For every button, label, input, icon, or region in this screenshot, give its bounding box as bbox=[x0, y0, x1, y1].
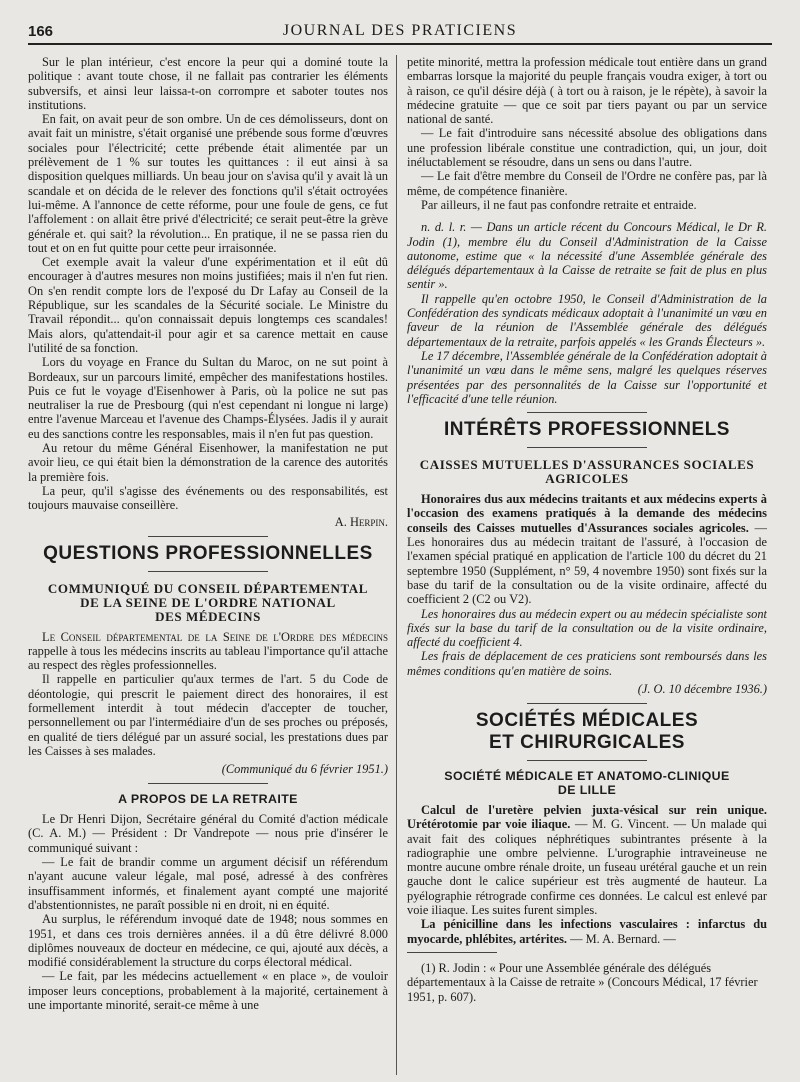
communique-date: (Communiqué du 6 février 1951.) bbox=[221, 762, 388, 777]
journal-title: JOURNAL DES PRATICIENS bbox=[282, 22, 518, 39]
paragraph: La peur, qu'il s'agisse des événements ou des responsabilités, est toujours mauvaise conseillère. bbox=[28, 483, 388, 513]
paragraph: La pénicilline dans les infections vasculaires : infarctus du myocarde, phlébites, artérites. — M. A. Bernard. — bbox=[407, 917, 767, 946]
paragraph: Les frais de déplacement de ces praticiens sont remboursés dans les mêmes conditions qu'en matière de soins. bbox=[407, 649, 767, 678]
paragraph: Le Conseil départemental de la Seine de l'Ordre des médecins rappelle à tous les médecins inscrits au tableau l'importance qu'il attache au respect des règles professionnelles. bbox=[28, 629, 388, 673]
section-divider bbox=[527, 412, 647, 413]
article-title: COMMUNIQUÉ DU CONSEIL DÉPARTEMENTAL DE LA SEINE DE L'ORDRE NATIONAL DES MÉDECINS bbox=[47, 580, 369, 624]
footnote-divider bbox=[407, 952, 497, 953]
paragraph: — Le fait, par les médecins actuellement « en place », de vouloir imposer leurs conceptions, probablement à la majorité, certainement à une importante minorité, serait-ce même à une bbox=[28, 969, 388, 1013]
paragraph: Sur le plan intérieur, c'est encore la peur qui a dominé toute la politique : avant toute chose, il ne fallait pas contrarier les éléments subversifs, et ainsi leur laissa-t-on corrompre et saboter toutes nos institutions. bbox=[28, 55, 388, 112]
section-divider bbox=[527, 447, 647, 448]
left-column bbox=[28, 55, 396, 1075]
section-divider bbox=[527, 760, 647, 761]
paragraph: Au retour du même Général Eisenhower, la manifestation ne put avoir lieu, ce qui était bien la démonstration de la carence des autorités la première fois. bbox=[28, 441, 388, 484]
section-divider bbox=[527, 703, 647, 704]
source-date: (J. O. 10 décembre 1936.) bbox=[637, 681, 767, 696]
paragraph: Calcul de l'uretère pelvien juxta-vésical sur rein unique. Urétérotomie par voie iliaque. — M. G. Vincent. — Un malade qui avait fait des coliques néphrétiques subintrantes présente à la radiographie une ombre pelvienne. L'urographie intraveineuse ne montre aucune ombre rénale droite, un fuseau urétéral gauche et un rein gauche dont le calice supérieur est très augmenté de hauteur. La pyélographie rétrograde confirme ces données. Le calcul est enlevé par voie iliaque. Les suites furent simples. bbox=[407, 802, 767, 918]
section-divider bbox=[148, 536, 268, 537]
editor-note: Le 17 décembre, l'Assemblée générale de la Confédération adoptait à l'unanimité un vœu dans le même sens, malgré les quelques réserves présentées par des personnalités de la Caisse sur l'opportunité et l'efficacité d'une telle réunion. bbox=[407, 348, 767, 406]
page-number: 166 bbox=[28, 23, 54, 40]
editor-note: Il rappelle qu'en octobre 1950, le Conseil d'Administration de la Confédération des syndicats médicaux adoptait à l'unanimité un vœu en faveur de la réunion de l'Assemblée générale des délégués départementaux de la retraite, parfois appelés « les Grands Électeurs ». bbox=[407, 291, 767, 349]
section-divider bbox=[148, 571, 268, 572]
paragraph: Il rappelle en particulier qu'aux termes de l'art. 5 du Code de déontologie, qui prescrit le paiement direct des honoraires, il est formellement interdit à tout médecin d'accepter de toucher, personnellement ou par l'intermédiaire d'un de ses proches ou préposés, en qualité de tiers délégué par un assuré social, les prestations dues par les Caisses à ses malades. bbox=[28, 672, 388, 758]
author-signature: A. Herpin. bbox=[334, 514, 388, 529]
section-title: SOCIÉTÉS MÉDICALES ET CHIRURGICALES bbox=[475, 709, 699, 753]
paragraph: — Le fait d'introduire sans nécessité absolue des obligations dans une profession libérale constitue une contradiction, qui, un jour, doit inéluctablement se résoudre, dans un sens ou dans l'autre. bbox=[407, 126, 767, 170]
section-title: QUESTIONS PROFESSIONNELLES bbox=[43, 542, 373, 564]
paragraph: Le Dr Henri Dijon, Secrétaire général du Comité d'action médicale (C. A. M.) — Président : Dr Vandrepote — nous prie d'insérer le communiqué suivant : bbox=[28, 812, 388, 855]
paragraph: petite minorité, mettra la profession médicale tout entière dans un grand embarras lorsque la majorité du peuple français voudra exiger, à tort ou à raison, ce qu'il désire déjà ( à tort ou à raison, je le répète), à savoir la médecine gratuite — que ce soit par tiers payant ou par un service national de santé. bbox=[407, 55, 767, 127]
page-header bbox=[28, 14, 772, 45]
section-divider bbox=[148, 783, 268, 784]
paragraph: Cet exemple avait la valeur d'une expérimentation et il eût dû encourager à d'autres mesures non moins justifiées; mais il n'en fut rien. On s'en rendit compte lors de l'exposé du Dr Lafay au Conseil de la République, sur les scandales de la Sécurité sociale. Le Ministre du Travail répondit... qu'on connaissait depuis longtemps ces scandales! Mais alors, qu'attendait-il pour agir et sa carence mettait en cause l'utilité de sa fonction. bbox=[28, 255, 388, 355]
paragraph: Lors du voyage en France du Sultan du Maroc, on ne sut point à Bordeaux, sur un parcours limité, empêcher des manifestations hostiles. Puis ce fut le voyage d'Eisenhower à Paris, où la police ne sut pas neutraliser la rue de Presbourg (qui n'est cependant ni longue ni large) entre l'avenue Marceau et l'avenue des Champs-Élysées. Jadis il y aurait eu des sanctions contre les responsables, mais il n'en fut pas question. bbox=[28, 355, 388, 441]
section-title: INTÉRÊTS PROFESSIONNELS bbox=[444, 419, 730, 441]
paragraph: Honoraires dus aux médecins traitants et aux médecins experts à l'occasion des examens pratiqués à la demande des médecins conseils des Caisses mutuelles d'Assurances sociales agricoles. — Les honoraires dus au médecin traitant de l'assuré, à l'occasion de l'examen spécial pratiqué en application de l'article 100 du décret du 21 septembre 1950 (Supplément, n° 59, 4 novembre 1950) sont fixés sur la base du tarif de la consultation ou de la visite ordinaire, affecté du coefficient 2 (C2 ou V2). bbox=[407, 492, 767, 607]
paragraph: Par ailleurs, il ne faut pas confondre retraite et entraide. bbox=[421, 197, 697, 212]
paragraph: — Le fait d'être membre du Conseil de l'Ordre ne confère pas, par là même, de compétence finanière. bbox=[407, 169, 767, 198]
editor-note: n. d. l. r. — Dans un article récent du Concours Médical, le Dr R. Jodin (1), membre élu du Conseil d'Administration de la Caisse autonome, estime que « la nécessité d'une Assemblée générale des délégués départementaux à la Caisse de retraite se fait de plus en plus sentir ». bbox=[407, 220, 767, 292]
columns bbox=[28, 55, 772, 1075]
paragraph: Les honoraires dus au médecin expert ou au médecin spécialiste sont fixés sur la base du tarif de la consultation ou de la visite ordinaire, affecté du coefficient 4. bbox=[407, 606, 767, 650]
paragraph: En fait, on avait peur de son ombre. Un de ces démolisseurs, dont on avait fait un ministre, s'était organisé une prébende sous forme d'œuvres sociales pour l'électricité; cette prébende était alimentée par un prélèvement de 1 % sur toutes les quittances : il eut ainsi à sa disposition quelques milliards. Un beau jour on s'avisa qu'il y avait là un scandale et on décida de le relever des fonctions qu'il s'était octroyées lui-même. A l'annonce de cette réforme, pour une foule de gens, ce fut l'affolement : on allait être privé d'électricité; ce serait peut-être la grève générale et. qui sait? la révolution... En pratique, il ne se passa rien du tout et on en fut quitte pour cette peur irraisonnée. bbox=[28, 112, 388, 255]
right-column bbox=[396, 55, 767, 1075]
article-title: CAISSES MUTUELLES D'ASSURANCES SOCIALES AGRICOLES bbox=[419, 457, 755, 487]
paragraph: — Le fait de brandir comme un argument décisif un référendum n'ayant aucune valeur légale, mal posé, adressé à des confrères insuffisamment informés, et finalement ayant compté une majorité d'abstentionnistes, ne paraît possible ni en droit, ni en équité. bbox=[28, 855, 388, 912]
article-title: A PROPOS DE LA RETRAITE bbox=[118, 792, 298, 807]
article-title: SOCIÉTÉ MÉDICALE ET ANATOMO-CLINIQUE DE LILLE bbox=[444, 768, 730, 797]
paragraph: Au surplus, le référendum invoqué date de 1948; nous sommes en 1951, et dans ces trois dernières années. il a dû être délivré 8.000 diplômes nouveaux de docteur en médecine, ce qui, ajouté aux décès, a modifié considérablement la structure du corps électoral médical. bbox=[28, 912, 388, 970]
footnote: (1) R. Jodin : « Pour une Assemblée générale des délégués départementaux à la Caisse de retraite » (Concours Médical, 17 février 1951, p. 607). bbox=[407, 960, 758, 1004]
